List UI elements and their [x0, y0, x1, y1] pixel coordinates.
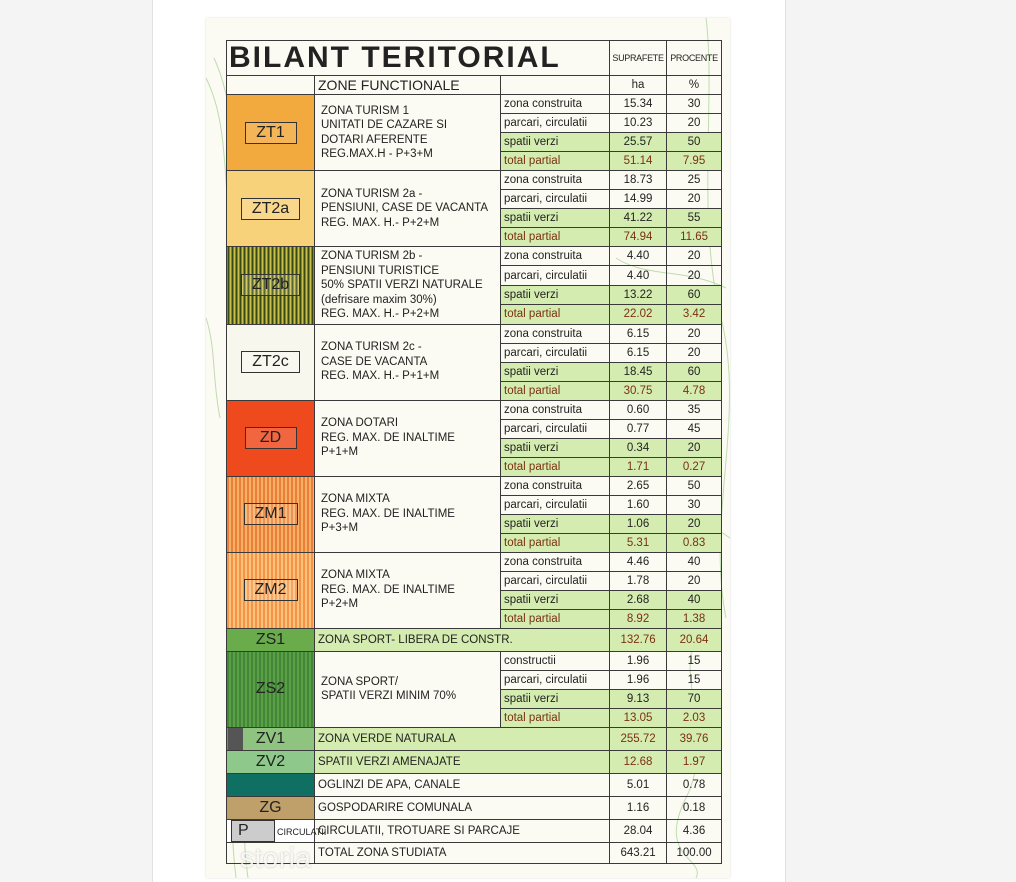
row-pct-value: 15	[667, 651, 722, 670]
table-row	[227, 171, 722, 190]
zone-description	[315, 651, 501, 727]
zone-code-label: ZV1	[255, 729, 286, 747]
row-label: spatii verzi	[501, 285, 610, 304]
table-row	[227, 628, 722, 651]
zone-description-line: ZONA SPORT/	[321, 675, 399, 688]
row-pct-value: 40	[667, 590, 722, 609]
zone-code-label: ZM2	[244, 579, 298, 601]
row-ha-value: 30.75	[610, 381, 667, 400]
row-pct-value: 20	[667, 438, 722, 457]
row-pct-value: 20	[667, 114, 722, 133]
zone-description-line: DOTARI AFERENTE	[321, 133, 428, 146]
row-ha-value: 1.96	[610, 651, 667, 670]
row-ha-value: 4.40	[610, 266, 667, 285]
row-label: total partial	[501, 152, 610, 171]
row-pct-value: 30	[667, 95, 722, 114]
zone-description-line: PENSIUNI TURISTICE	[321, 264, 439, 277]
table-row	[227, 750, 722, 773]
row-pct-value: 39.76	[667, 727, 722, 750]
row-ha-value: 5.01	[610, 773, 667, 796]
row-label: constructii	[501, 651, 610, 670]
zone-description	[315, 247, 501, 325]
row-ha-value: 6.15	[610, 343, 667, 362]
table-title: BILANT TERITORIAL	[227, 41, 610, 76]
table-row	[227, 400, 722, 419]
row-pct-value: 20	[667, 266, 722, 285]
row-ha-value: 4.40	[610, 247, 667, 266]
row-ha-value: 8.92	[610, 609, 667, 628]
zone-code-cell	[227, 324, 315, 400]
row-ha-value: 1.16	[610, 796, 667, 819]
zone-sub-label: CIRCULATII	[277, 826, 327, 837]
zone-code-label: ZS2	[255, 680, 286, 697]
row-pct-value: 20	[667, 571, 722, 590]
zone-description-line: ZONA MIXTA	[321, 569, 390, 582]
row-pct-value: 20	[667, 247, 722, 266]
row-label: spatii verzi	[501, 133, 610, 152]
row-label: zona construita	[501, 171, 610, 190]
row-pct-value: 70	[667, 689, 722, 708]
row-label: total partial	[501, 305, 610, 324]
zone-code-cell	[227, 476, 315, 552]
table-row	[227, 727, 722, 750]
row-ha-value: 2.65	[610, 476, 667, 495]
zone-description-line: UNITATI DE CAZARE SI	[321, 119, 448, 131]
row-label: total partial	[501, 381, 610, 400]
zone-description	[315, 400, 501, 476]
header-procente: PROCENTE	[667, 41, 722, 76]
row-pct-value: 30	[667, 495, 722, 514]
zone-code-cell	[227, 400, 315, 476]
zone-description	[315, 476, 501, 552]
row-label: zona construita	[501, 247, 610, 266]
zone-description-line: ZONA DOTARI	[321, 417, 399, 430]
document-scan	[206, 18, 730, 878]
zone-description: OGLINZI DE APA, CANALE	[315, 773, 610, 796]
row-pct-value: 2.03	[667, 708, 722, 727]
row-label: parcari, circulatii	[501, 571, 610, 590]
row-label: parcari, circulatii	[501, 190, 610, 209]
row-ha-value: 28.04	[610, 819, 667, 842]
zone-description-line: REG.MAX.H - P+3+M	[321, 148, 433, 160]
zone-description-line: ZONA TURISM 1	[321, 104, 409, 117]
total-label: TOTAL ZONA STUDIATA	[315, 842, 610, 863]
zone-description-line: REG. MAX. DE INALTIME P+2+M	[321, 583, 455, 611]
row-label: parcari, circulatii	[501, 114, 610, 133]
zone-code-label: ZT1	[245, 122, 297, 144]
row-ha-value: 13.22	[610, 285, 667, 304]
row-ha-value: 6.15	[610, 324, 667, 343]
row-pct-value: 7.95	[667, 152, 722, 171]
row-label: spatii verzi	[501, 689, 610, 708]
row-pct-value: 20	[667, 190, 722, 209]
row-ha-value: 18.73	[610, 171, 667, 190]
row-ha-value: 18.45	[610, 362, 667, 381]
row-ha-value: 41.22	[610, 209, 667, 228]
zone-description-line: CASE DE VACANTA	[321, 355, 428, 368]
row-pct-value: 55	[667, 209, 722, 228]
zone-description-line: ZONA TURISM 2b -	[321, 250, 423, 262]
zone-code-label: ZM1	[244, 503, 298, 525]
row-pct-value: 1.38	[667, 609, 722, 628]
row-pct-value: 1.97	[667, 750, 722, 773]
row-pct-value: 3.42	[667, 305, 722, 324]
zone-code-cell	[227, 247, 315, 325]
zone-code-label: ZT2c	[241, 351, 299, 373]
row-pct-value: 0.18	[667, 796, 722, 819]
header-zone-functionale: ZONE FUNCTIONALE	[315, 76, 501, 95]
row-ha-value: 4.46	[610, 552, 667, 571]
table-row	[227, 552, 722, 571]
zone-description-line: (defrisare maxim 30%)	[321, 293, 437, 306]
row-label: spatii verzi	[501, 590, 610, 609]
zone-code-label: ZD	[245, 427, 297, 449]
row-label: total partial	[501, 609, 610, 628]
row-ha-value: 10.23	[610, 114, 667, 133]
row-ha-value: 255.72	[610, 727, 667, 750]
row-ha-value: 1.96	[610, 670, 667, 689]
row-label: parcari, circulatii	[501, 266, 610, 285]
row-ha-value: 0.60	[610, 400, 667, 419]
row-pct-value: 20.64	[667, 628, 722, 651]
row-label: zona construita	[501, 476, 610, 495]
row-pct-value: 4.36	[667, 819, 722, 842]
zone-description: SPATII VERZI AMENAJATE	[315, 750, 610, 773]
row-ha-value: 0.34	[610, 438, 667, 457]
row-pct-value: 20	[667, 324, 722, 343]
row-label: parcari, circulatii	[501, 495, 610, 514]
row-ha-value: 1.60	[610, 495, 667, 514]
zone-description-line: REG. MAX. DE INALTIME P+1+M	[321, 431, 455, 459]
table-row	[227, 651, 722, 670]
row-label: zona construita	[501, 95, 610, 114]
zone-description	[315, 95, 501, 171]
table-row	[227, 95, 722, 114]
zone-description-line: ZONA TURISM 2c -	[321, 341, 422, 354]
row-label: parcari, circulatii	[501, 670, 610, 689]
zone-code-label: ZV2	[255, 752, 286, 770]
row-ha-value: 1.78	[610, 571, 667, 590]
zone-description	[315, 552, 501, 628]
row-pct-value: 40	[667, 552, 722, 571]
row-pct-value: 15	[667, 670, 722, 689]
row-ha-value: 132.76	[610, 628, 667, 651]
row-ha-value: 0.77	[610, 419, 667, 438]
zone-description-line: REG. MAX. DE INALTIME P+3+M	[321, 507, 455, 535]
zone-code-cell	[227, 773, 315, 796]
row-label: parcari, circulatii	[501, 419, 610, 438]
row-ha-value: 14.99	[610, 190, 667, 209]
header-suprafete: SUPRAFETE	[610, 41, 667, 76]
header-pct: %	[667, 76, 722, 95]
zone-code-cell	[227, 95, 315, 171]
zone-description: GOSPODARIRE COMUNALA	[315, 796, 610, 819]
table-row	[227, 324, 722, 343]
row-ha-value: 25.57	[610, 133, 667, 152]
zone-code-label: ZS1	[255, 630, 286, 648]
zone-code-cell	[227, 727, 315, 750]
zone-description: ZONA SPORT- LIBERA DE CONSTR.	[315, 628, 610, 651]
row-ha-value: 51.14	[610, 152, 667, 171]
row-label: parcari, circulatii	[501, 343, 610, 362]
row-label: total partial	[501, 228, 610, 247]
zone-description-line: ZONA TURISM 2a -	[321, 187, 423, 200]
zone-description-line: REG. MAX. H.- P+1+M	[321, 370, 440, 383]
row-ha-value: 2.68	[610, 590, 667, 609]
zone-code-cell	[227, 171, 315, 247]
zone-code-cell	[227, 552, 315, 628]
row-pct-value: 60	[667, 362, 722, 381]
bilant-table	[226, 40, 721, 864]
table-row	[227, 247, 722, 266]
row-ha-value: 22.02	[610, 305, 667, 324]
table-row	[227, 773, 722, 796]
row-label: spatii verzi	[501, 209, 610, 228]
zone-description	[315, 324, 501, 400]
zone-description	[315, 171, 501, 247]
zone-description: ZONA VERDE NATURALA	[315, 727, 610, 750]
zone-code-label: ZT2b	[241, 274, 300, 296]
table-row	[227, 819, 722, 842]
row-pct-value: 50	[667, 133, 722, 152]
zone-code-label: P	[231, 820, 275, 842]
zone-description-line: SPATII VERZI MINIM 70%	[321, 690, 457, 702]
row-pct-value: 45	[667, 419, 722, 438]
row-pct-value: 25	[667, 171, 722, 190]
row-pct-value: 35	[667, 400, 722, 419]
zone-code-label: ZG	[259, 798, 282, 816]
row-ha-value: 1.71	[610, 457, 667, 476]
row-label: spatii verzi	[501, 362, 610, 381]
row-ha-value: 74.94	[610, 228, 667, 247]
row-ha-value: 1.06	[610, 514, 667, 533]
zone-description-line: ZONA MIXTA	[321, 493, 390, 506]
zone-description-line: PENSIUNI, CASE DE VACANTA	[321, 202, 488, 215]
total-pct-value: 100.00	[667, 842, 722, 863]
zone-code-label: ZT2a	[241, 198, 300, 220]
row-ha-value: 9.13	[610, 689, 667, 708]
row-pct-value: 60	[667, 285, 722, 304]
row-label: zona construita	[501, 552, 610, 571]
zone-description-line: REG. MAX. H.- P+2+M	[321, 216, 440, 229]
row-label: spatii verzi	[501, 514, 610, 533]
row-pct-value: 0.27	[667, 457, 722, 476]
row-label: total partial	[501, 457, 610, 476]
row-ha-value: 5.31	[610, 533, 667, 552]
row-pct-value: 20	[667, 343, 722, 362]
row-ha-value: 15.34	[610, 95, 667, 114]
zone-description: CIRCULATII, TROTUARE SI PARCAJE	[315, 819, 610, 842]
row-label: total partial	[501, 708, 610, 727]
zone-description-line: 50% SPATII VERZI NATURALE	[321, 279, 483, 291]
row-pct-value: 11.65	[667, 228, 722, 247]
row-pct-value: 20	[667, 514, 722, 533]
row-pct-value: 50	[667, 476, 722, 495]
zone-code-cell	[227, 651, 315, 727]
row-label: spatii verzi	[501, 438, 610, 457]
table-row	[227, 476, 722, 495]
row-ha-value: 13.05	[610, 708, 667, 727]
zone-code-cell	[227, 628, 315, 651]
zone-code-cell	[227, 796, 315, 819]
row-label: zona construita	[501, 324, 610, 343]
row-ha-value: 12.68	[610, 750, 667, 773]
storia-watermark: storia	[240, 842, 312, 873]
row-label: total partial	[501, 533, 610, 552]
row-pct-value: 0.83	[667, 533, 722, 552]
header-ha: ha	[610, 76, 667, 95]
table-row	[227, 796, 722, 819]
total-ha-value: 643.21	[610, 842, 667, 863]
zone-description-line: REG. MAX. H.- P+2+M	[321, 308, 440, 320]
row-pct-value: 0.78	[667, 773, 722, 796]
zone-code-cell	[227, 819, 327, 842]
zone-code-cell	[227, 750, 315, 773]
row-pct-value: 4.78	[667, 381, 722, 400]
row-label: zona construita	[501, 400, 610, 419]
